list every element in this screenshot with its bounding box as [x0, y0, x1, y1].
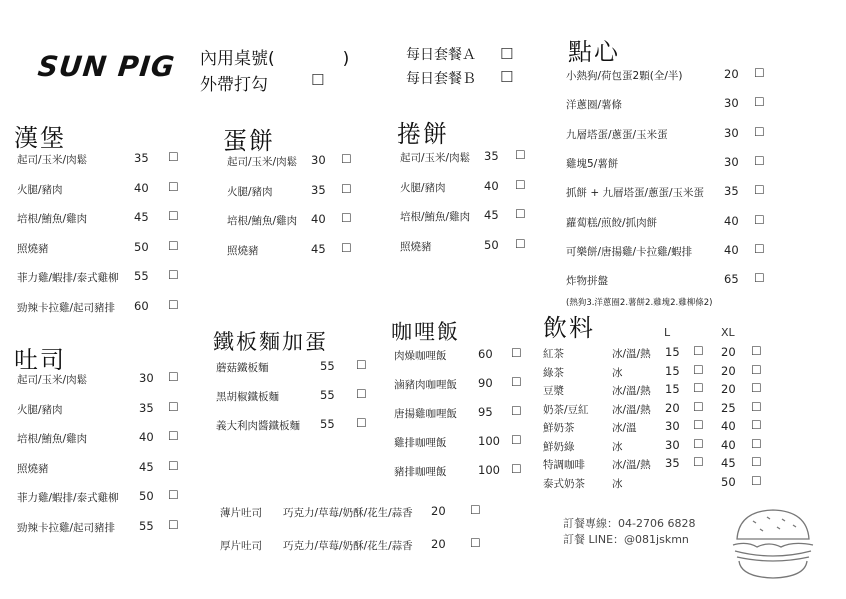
section-title-snacks: 點心 [568, 38, 620, 66]
drink-l-checkbox[interactable]: ☐ [693, 344, 704, 358]
hamburger-item-checkbox[interactable]: ☐ [168, 238, 179, 253]
iron-noodle-item-name: 蘑菇鐵板麵 [216, 362, 269, 374]
snacks-item-name: 可樂餅/唐揚雞/卡拉雞/蝦排 [566, 245, 693, 258]
drink-price-l: 30 [665, 419, 680, 433]
section-title-curry: 咖哩飯 [391, 320, 460, 344]
drink-xl-checkbox[interactable]: ☐ [751, 473, 762, 488]
toast-item-price: 55 [139, 518, 154, 533]
curry-item-name: 滷豬肉咖哩飯 [394, 379, 457, 391]
roll-item-price: 50 [484, 237, 499, 252]
roll-item-price: 35 [484, 149, 499, 163]
iron-noodle-item-price: 55 [320, 388, 335, 402]
roll-item-checkbox[interactable]: ☐ [515, 177, 526, 192]
sliced-toast-name: 薄片吐司 [220, 507, 262, 519]
curry-item-price: 60 [478, 347, 493, 361]
hamburger-item-name: 火腿/豬肉 [17, 183, 63, 196]
curry-item-price: 90 [478, 376, 493, 390]
roll-item-price: 45 [484, 208, 499, 222]
curry-item-checkbox[interactable]: ☐ [511, 433, 522, 447]
snacks-item-price: 20 [724, 67, 739, 81]
curry-item-checkbox[interactable]: ☐ [511, 404, 522, 418]
snacks-item-name: 雞塊5/薯餅 [566, 157, 619, 170]
snacks-item-price: 30 [724, 96, 739, 111]
hamburger-item-name: 菲力雞/蝦排/泰式雞柳 [17, 272, 119, 284]
toast-item-price: 45 [139, 459, 154, 474]
drink-price-xl: 20 [721, 363, 736, 378]
drink-xl-checkbox[interactable]: ☐ [751, 436, 762, 451]
drink-price-l: 30 [665, 437, 680, 452]
toast-item-name: 菲力雞/蝦排/泰式雞柳 [17, 492, 119, 504]
iron-noodle-item-price: 55 [320, 359, 335, 373]
drink-price-l: 15 [665, 363, 680, 378]
drink-size-l-header: L [664, 326, 671, 339]
snacks-item-price: 30 [724, 154, 739, 169]
toast-item-price: 30 [139, 371, 154, 385]
sliced-toast-checkbox[interactable]: ☐ [470, 536, 481, 550]
roll-item-name: 照燒豬 [400, 240, 432, 253]
toast-item-name: 培根/鮪魚/雞肉 [17, 433, 88, 445]
sliced-toast-flavors: 巧克力/草莓/奶酥/花生/蒜香 [283, 540, 413, 552]
toast-item-checkbox[interactable]: ☐ [168, 399, 179, 414]
hamburger-item-name: 勁辣卡拉雞/起司豬排 [17, 301, 116, 314]
hamburger-item-checkbox[interactable]: ☐ [168, 150, 179, 164]
curry-item-checkbox[interactable]: ☐ [511, 462, 522, 476]
drink-name: 紅茶 [543, 348, 564, 360]
hamburger-item-price: 55 [134, 269, 149, 283]
drink-price-l: 15 [665, 382, 680, 396]
curry-item-name: 雞排咖哩飯 [394, 437, 447, 449]
sliced-toast-price: 20 [431, 537, 446, 551]
egg-pancake-item-checkbox[interactable]: ☐ [341, 181, 352, 196]
drink-temperature: 冰/溫/熱 [612, 403, 651, 416]
roll-item-name: 起司/玉米/肉鬆 [400, 152, 471, 164]
hamburger-item-name: 培根/鮪魚/雞肉 [17, 213, 88, 225]
drink-temperature: 冰 [612, 477, 623, 490]
toast-item-price: 35 [139, 400, 154, 415]
drink-xl-checkbox[interactable]: ☐ [751, 381, 762, 395]
egg-pancake-item-checkbox[interactable]: ☐ [341, 211, 352, 225]
daily-set-a-label: 每日套餐Ａ [406, 47, 476, 63]
drink-name: 泰式奶茶 [543, 477, 585, 490]
snacks-item-checkbox[interactable]: ☐ [754, 124, 765, 139]
curry-item-price: 100 [478, 463, 500, 477]
logo: SUN PIG [36, 50, 177, 83]
iron-noodle-item-checkbox[interactable]: ☐ [356, 358, 367, 372]
drink-xl-checkbox[interactable]: ☐ [751, 418, 762, 432]
platter-note: (熱狗3.洋蔥圈2.薯餅2.雞塊2.雞柳條2) [566, 298, 713, 308]
burger-icon [727, 505, 819, 583]
snacks-item-price: 65 [724, 272, 739, 287]
order-line-id: 訂餐 LINE：@081jskmn [563, 533, 689, 546]
iron-noodle-item-name: 義大利肉醬鐵板麵 [216, 420, 300, 432]
drink-price-xl: 20 [721, 382, 736, 396]
snacks-item-name: 抓餅 + 九層塔蛋/蔥蛋/玉米蛋 [566, 187, 705, 200]
toast-item-name: 勁辣卡拉雞/起司豬排 [17, 521, 116, 534]
drink-temperature: 冰/溫/熱 [612, 459, 651, 471]
snacks-item-checkbox[interactable]: ☐ [754, 183, 765, 198]
curry-item-name: 唐揚雞咖哩飯 [394, 408, 457, 420]
snacks-item-name: 小熱狗/荷包蛋2顆(全/半) [566, 70, 683, 82]
egg-pancake-item-checkbox[interactable]: ☐ [341, 240, 352, 255]
hamburger-item-price: 35 [134, 151, 149, 165]
roll-item-checkbox[interactable]: ☐ [515, 236, 526, 251]
egg-pancake-item-price: 45 [311, 241, 326, 256]
roll-item-name: 火腿/豬肉 [400, 181, 446, 194]
curry-item-name: 豬排咖哩飯 [394, 466, 447, 478]
drink-price-xl: 40 [721, 437, 736, 452]
daily-set-a-checkbox[interactable]: ☐ [500, 45, 514, 63]
egg-pancake-item-name: 照燒豬 [227, 244, 259, 257]
snacks-item-price: 35 [724, 184, 739, 199]
section-title-drinks: 飲料 [543, 314, 595, 342]
drink-l-checkbox[interactable]: ☐ [693, 381, 704, 395]
drink-name: 豆漿 [543, 385, 564, 397]
egg-pancake-item-price: 40 [311, 212, 326, 226]
toast-item-checkbox[interactable]: ☐ [168, 488, 179, 502]
drink-name: 特調咖啡 [543, 459, 585, 471]
drink-xl-checkbox[interactable]: ☐ [751, 344, 762, 358]
section-title-roll: 捲餅 [397, 120, 449, 148]
iron-noodle-item-name: 黑胡椒鐵板麵 [216, 391, 279, 403]
daily-set-b-label: 每日套餐Ｂ [406, 71, 476, 87]
toast-item-checkbox[interactable]: ☐ [168, 517, 179, 532]
hamburger-item-price: 60 [134, 298, 149, 313]
snacks-item-name: 蘿蔔糕/煎餃/抓肉餅 [566, 216, 658, 229]
hamburger-item-name: 起司/玉米/肉鬆 [17, 154, 88, 166]
hamburger-item-price: 45 [134, 210, 149, 224]
iron-noodle-item-checkbox[interactable]: ☐ [356, 387, 367, 401]
drink-xl-checkbox[interactable]: ☐ [751, 399, 762, 414]
dine-in-table-label: 內用桌號( ) [200, 49, 350, 69]
drink-size-xl-header: XL [721, 326, 735, 339]
hamburger-item-price: 50 [134, 239, 149, 254]
drink-name: 鮮奶茶 [543, 422, 575, 434]
drink-l-checkbox[interactable]: ☐ [693, 399, 704, 414]
toast-item-price: 40 [139, 430, 154, 444]
drink-price-l: 35 [665, 456, 680, 470]
drink-name: 奶茶/豆紅 [543, 403, 589, 416]
section-title-egg-pancake: 蛋餅 [223, 127, 275, 155]
drink-l-checkbox[interactable]: ☐ [693, 418, 704, 432]
snacks-item-name: 九層塔蛋/蔥蛋/玉米蛋 [566, 128, 668, 141]
egg-pancake-item-price: 30 [311, 153, 326, 167]
drink-temperature: 冰 [612, 440, 623, 453]
toast-item-name: 照燒豬 [17, 462, 49, 475]
section-title-toast: 吐司 [14, 346, 66, 374]
drink-price-xl: 25 [721, 400, 736, 415]
snacks-item-checkbox[interactable]: ☐ [754, 241, 765, 256]
drink-xl-checkbox[interactable]: ☐ [751, 362, 762, 377]
drink-temperature: 冰/溫 [612, 422, 637, 434]
snacks-item-checkbox[interactable]: ☐ [754, 271, 765, 286]
hamburger-item-name: 照燒豬 [17, 242, 49, 255]
snacks-item-checkbox[interactable]: ☐ [754, 95, 765, 110]
hamburger-item-price: 40 [134, 180, 149, 195]
egg-pancake-item-name: 火腿/豬肉 [227, 185, 273, 198]
sliced-toast-checkbox[interactable]: ☐ [470, 503, 481, 517]
daily-set-b-checkbox[interactable]: ☐ [500, 68, 514, 86]
curry-item-checkbox[interactable]: ☐ [511, 375, 522, 389]
snacks-item-checkbox[interactable]: ☐ [754, 212, 765, 227]
roll-item-name: 培根/鮪魚/雞肉 [400, 211, 471, 223]
hamburger-item-checkbox[interactable]: ☐ [168, 179, 179, 194]
section-title-hamburger: 漢堡 [14, 124, 66, 152]
curry-item-price: 95 [478, 405, 493, 419]
hamburger-item-checkbox[interactable]: ☐ [168, 209, 179, 223]
snacks-item-checkbox[interactable]: ☐ [754, 66, 765, 80]
curry-item-checkbox[interactable]: ☐ [511, 346, 522, 360]
drink-xl-checkbox[interactable]: ☐ [751, 455, 762, 469]
roll-item-checkbox[interactable]: ☐ [515, 148, 526, 162]
drink-price-xl: 20 [721, 345, 736, 359]
drink-l-checkbox[interactable]: ☐ [693, 362, 704, 377]
curry-item-name: 肉燥咖哩飯 [394, 350, 447, 362]
drink-price-l: 20 [665, 400, 680, 415]
hamburger-item-checkbox[interactable]: ☐ [168, 268, 179, 282]
drink-price-xl: 50 [721, 474, 736, 489]
roll-item-checkbox[interactable]: ☐ [515, 207, 526, 221]
egg-pancake-item-checkbox[interactable]: ☐ [341, 152, 352, 166]
hamburger-item-checkbox[interactable]: ☐ [168, 297, 179, 312]
iron-noodle-item-checkbox[interactable]: ☐ [356, 416, 367, 430]
egg-pancake-item-name: 起司/玉米/肉鬆 [227, 156, 298, 168]
takeout-label: 外帶打勾 [200, 75, 268, 95]
takeout-checkbox[interactable]: ☐ [311, 71, 325, 89]
roll-item-price: 40 [484, 178, 499, 193]
snacks-item-checkbox[interactable]: ☐ [754, 153, 765, 168]
egg-pancake-item-price: 35 [311, 182, 326, 197]
drink-price-xl: 45 [721, 456, 736, 470]
drink-l-checkbox[interactable]: ☐ [693, 455, 704, 469]
curry-item-price: 100 [478, 434, 500, 448]
drink-temperature: 冰/溫/熱 [612, 385, 651, 397]
drink-price-xl: 40 [721, 419, 736, 433]
iron-noodle-item-price: 55 [320, 417, 335, 431]
drink-name: 鮮奶綠 [543, 440, 575, 453]
toast-item-price: 50 [139, 489, 154, 503]
drink-l-checkbox[interactable]: ☐ [693, 436, 704, 451]
drink-price-l: 15 [665, 345, 680, 359]
drink-name: 綠茶 [543, 366, 564, 379]
snacks-item-name: 洋蔥圈/薯條 [566, 99, 623, 112]
snacks-item-name: 炸物拼盤 [566, 275, 608, 288]
toast-item-name: 起司/玉米/肉鬆 [17, 374, 88, 386]
section-title-iron-noodle: 鐵板麵加蛋 [213, 330, 328, 354]
snacks-item-price: 40 [724, 213, 739, 228]
toast-item-checkbox[interactable]: ☐ [168, 429, 179, 443]
toast-item-checkbox[interactable]: ☐ [168, 458, 179, 473]
toast-item-name: 火腿/豬肉 [17, 403, 63, 416]
egg-pancake-item-name: 培根/鮪魚/雞肉 [227, 215, 298, 227]
sliced-toast-name: 厚片吐司 [220, 540, 262, 552]
toast-item-checkbox[interactable]: ☐ [168, 370, 179, 384]
drink-temperature: 冰/溫/熱 [612, 348, 651, 360]
order-phone: 訂餐專線：04-2706 6828 [563, 517, 696, 530]
sliced-toast-price: 20 [431, 504, 446, 518]
snacks-item-price: 30 [724, 125, 739, 140]
snacks-item-price: 40 [724, 242, 739, 257]
sliced-toast-flavors: 巧克力/草莓/奶酥/花生/蒜香 [283, 507, 413, 519]
drink-temperature: 冰 [612, 366, 623, 379]
